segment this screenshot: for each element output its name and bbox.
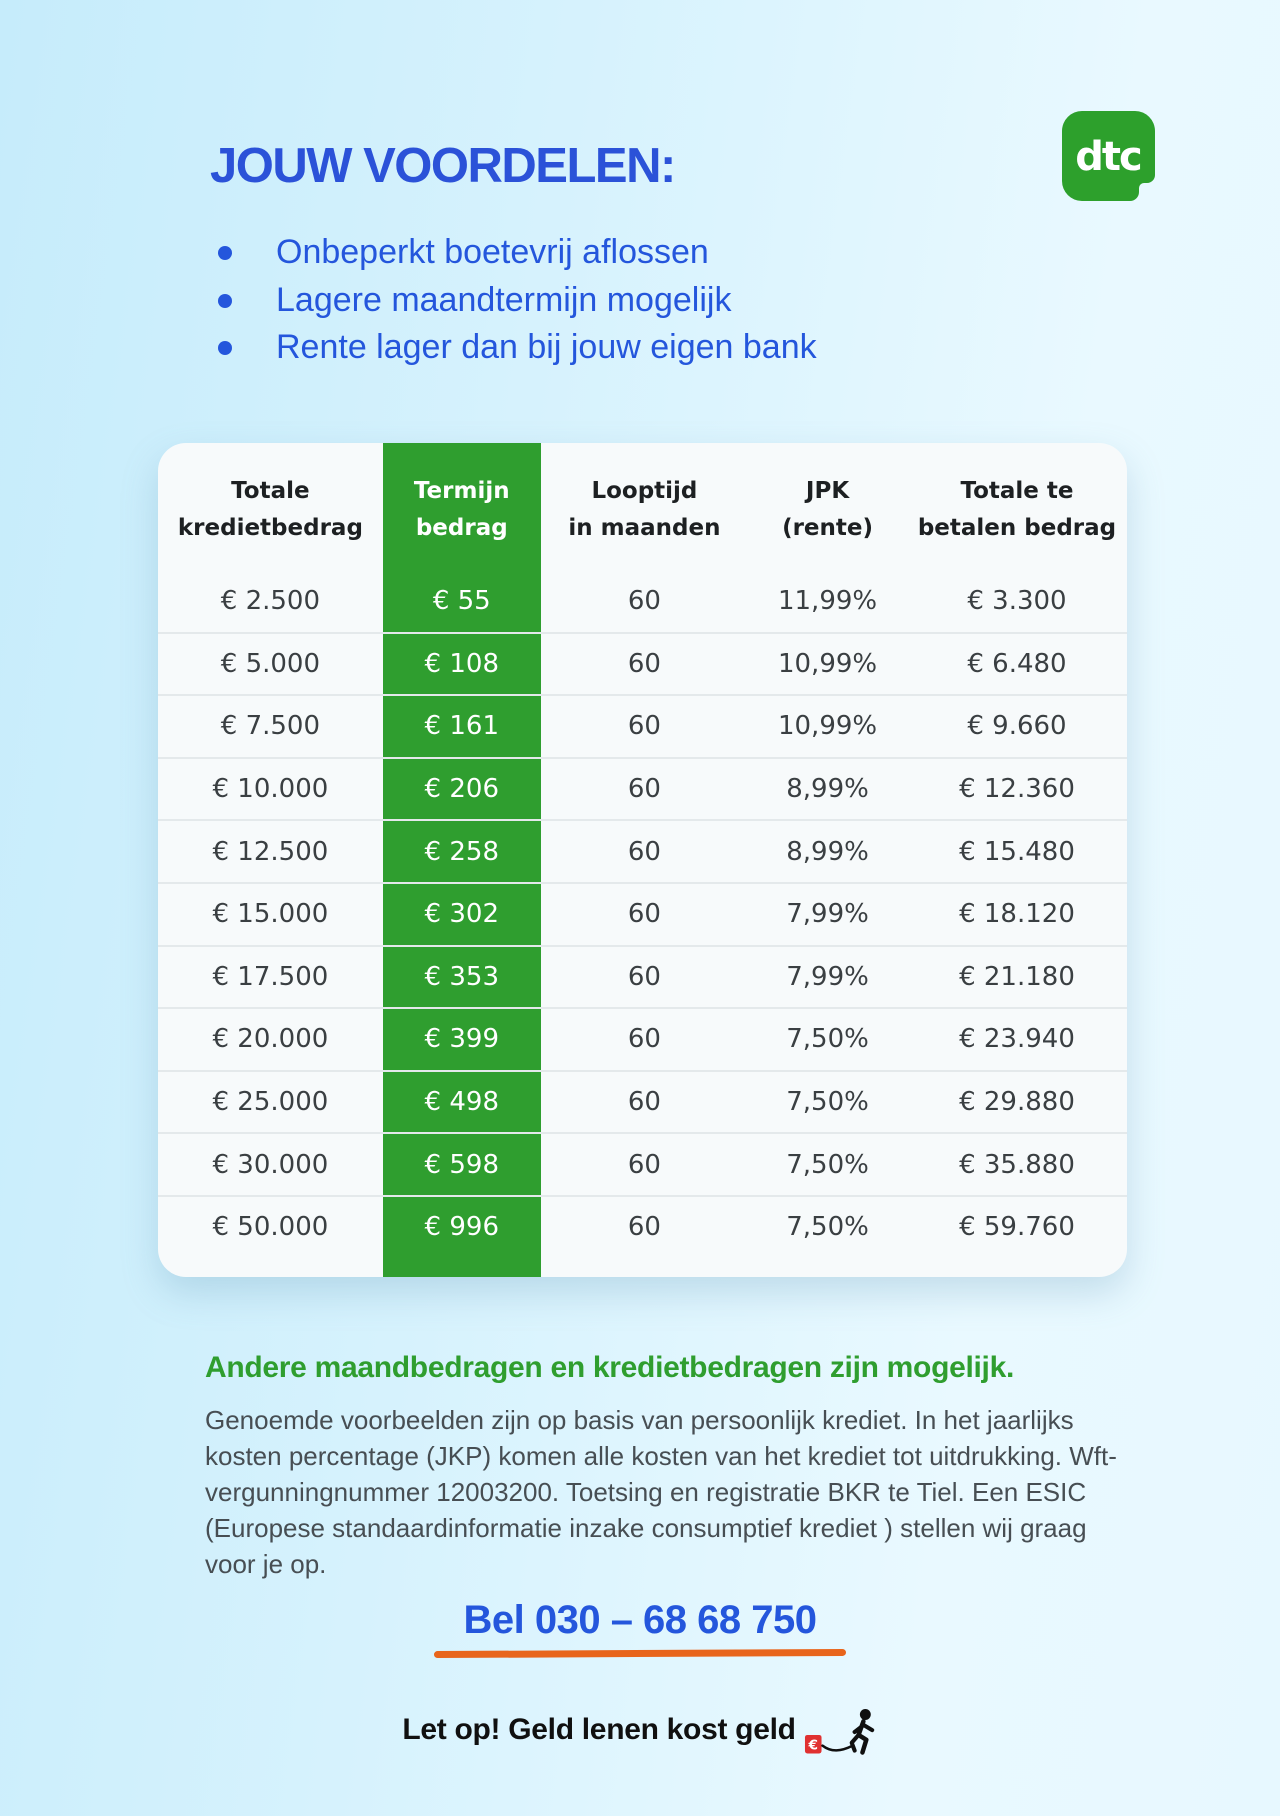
table-cell: 60 [627, 648, 661, 679]
table-cell: 60 [627, 1024, 661, 1055]
table-row [158, 757, 1127, 820]
table-cell: € 59.760 [959, 1212, 1075, 1243]
header-line: betalen bedrag [917, 515, 1117, 541]
table-cell: 7,50% [786, 1212, 869, 1243]
table-cell: € 25.000 [212, 1087, 329, 1118]
table-cell-termijnbedrag: € 55 [383, 571, 541, 632]
table-cell: € 18.120 [959, 899, 1075, 930]
table-cell: € 23.940 [959, 1024, 1075, 1055]
dtc-logo [1062, 111, 1155, 202]
orange-underline [434, 1649, 846, 1658]
warning-text: Let op! Geld lenen kost geld [402, 1713, 796, 1746]
benefit-item [212, 277, 817, 325]
benefit-label: Rente lager dan bij jouw eigen bank [276, 328, 817, 366]
table-cell: 60 [627, 586, 661, 617]
table-cell: € 29.880 [959, 1087, 1075, 1118]
table-cell-termijnbedrag: € 353 [383, 947, 541, 1008]
table-body [158, 571, 1127, 1258]
logo-text: dtc [1075, 134, 1141, 180]
table-cell: 10,99% [777, 711, 878, 742]
highlight-text: Andere maandbedragen en kredietbedragen zijn mogelijk. [205, 1351, 1015, 1384]
table-row [158, 819, 1127, 882]
filler-cell-green [383, 1258, 541, 1277]
table-cell: € 50.000 [212, 1212, 329, 1243]
table-cell: 8,99% [786, 836, 869, 867]
money-ball-and-chain-icon [804, 1707, 878, 1759]
euro-glyph: € [808, 1737, 818, 1754]
table-cell: 11,99% [777, 586, 878, 617]
table-cell: 8,99% [786, 774, 869, 805]
table-cell: € 15.480 [959, 836, 1075, 867]
table-cell: 60 [627, 1087, 661, 1118]
table-cell-termijnbedrag: € 598 [383, 1134, 541, 1195]
column-header-totaal [907, 443, 1127, 571]
header-line: Totale [231, 478, 310, 504]
table-row [158, 882, 1127, 945]
header-line: Totale te [960, 478, 1074, 504]
table-row [158, 694, 1127, 757]
table-row [158, 1007, 1127, 1070]
header-line: in maanden [568, 515, 721, 541]
table-row [158, 632, 1127, 695]
table-cell: € 35.880 [959, 1149, 1075, 1180]
filler-cell [158, 1258, 383, 1277]
bullet-icon [218, 294, 232, 308]
table-cell: 60 [627, 899, 661, 930]
table-cell: 60 [627, 961, 661, 992]
table-cell: € 12.500 [212, 836, 329, 867]
table-row [158, 945, 1127, 1008]
table-cell: € 6.480 [967, 648, 1067, 679]
table-cell: 7,99% [786, 961, 869, 992]
filler-cell [748, 1258, 907, 1277]
header-line: JPK [805, 478, 850, 504]
benefit-item [212, 229, 817, 277]
table-cell: 7,50% [786, 1149, 869, 1180]
header-line: bedrag [415, 515, 508, 541]
filler-cell [541, 1258, 748, 1277]
speech-bubble-icon [1062, 111, 1155, 202]
table-cell: 7,50% [786, 1024, 869, 1055]
table-cell: € 30.000 [212, 1149, 329, 1180]
table-cell: € 15.000 [212, 899, 329, 930]
column-header-jkp [748, 443, 907, 571]
table-cell: 60 [627, 711, 661, 742]
table-cell: 7,99% [786, 899, 869, 930]
bullet-icon [218, 246, 232, 260]
phone-number[interactable]: Bel 030 – 68 68 750 [463, 1598, 817, 1642]
table-cell: € 20.000 [212, 1024, 329, 1055]
table-cell: 60 [627, 836, 661, 867]
bullet-icon [218, 341, 232, 355]
header-line: Looptijd [591, 478, 698, 504]
table-cell-termijnbedrag: € 996 [383, 1197, 541, 1258]
page-title: JOUW VOORDELEN: [210, 139, 675, 193]
column-header-kredietbedrag [158, 443, 383, 571]
column-header-termijnbedrag [383, 443, 541, 571]
table-cell-termijnbedrag: € 258 [383, 821, 541, 882]
table-cell: € 7.500 [220, 711, 321, 742]
table-cell-termijnbedrag: € 161 [383, 696, 541, 757]
table-footer-filler [158, 1258, 1127, 1277]
table-cell: 10,99% [777, 648, 878, 679]
table-cell: 60 [627, 1212, 661, 1243]
table-cell: € 21.180 [959, 961, 1075, 992]
column-header-looptijd [541, 443, 748, 571]
table-cell: € 12.360 [959, 774, 1075, 805]
table-cell-termijnbedrag: € 206 [383, 759, 541, 820]
table-cell: € 3.300 [967, 586, 1067, 617]
table-cell-termijnbedrag: € 498 [383, 1072, 541, 1133]
table-cell: € 10.000 [212, 774, 329, 805]
table-cell: € 9.660 [967, 711, 1067, 742]
benefit-label: Lagere maandtermijn mogelijk [276, 280, 732, 319]
table-cell: 60 [627, 1149, 661, 1180]
table-cell: € 5.000 [220, 648, 321, 679]
benefit-item [212, 324, 817, 372]
table-row [158, 1195, 1127, 1258]
header-line: Termijn [413, 478, 510, 504]
table-row [158, 571, 1127, 632]
table-header-row [158, 443, 1127, 571]
loan-table-card [158, 443, 1127, 1277]
header-line: (rente) [782, 515, 874, 541]
table-cell: € 17.500 [212, 961, 329, 992]
table-row [158, 1132, 1127, 1195]
table-cell: 60 [627, 774, 661, 805]
table-cell: 7,50% [786, 1087, 869, 1118]
filler-cell [907, 1258, 1127, 1277]
table-cell-termijnbedrag: € 302 [383, 884, 541, 945]
table-row [158, 1070, 1127, 1133]
benefits-list [212, 229, 817, 372]
phone-section [0, 1600, 1280, 1657]
header-line: kredietbedrag [177, 515, 363, 541]
benefit-label: Onbeperkt boetevrij aflossen [276, 233, 709, 271]
disclaimer-text: Genoemde voorbeelden zijn op basis van persoonlijk krediet. In het jaarlijks kosten percentage (JKP) komen alle kosten van het krediet tot uitdrukking. Wft-vergunningnummer 12003200. Toetsing en registratie BKR te Tiel. Een ESIC (Europese standaardinformatie inzake consumptief krediet ) stellen wij graag voor je op. [205, 1405, 1117, 1579]
table-cell: € 2.500 [220, 586, 321, 617]
credit-warning [0, 1702, 1280, 1758]
table-cell-termijnbedrag: € 108 [383, 634, 541, 695]
table-cell-termijnbedrag: € 399 [383, 1009, 541, 1070]
